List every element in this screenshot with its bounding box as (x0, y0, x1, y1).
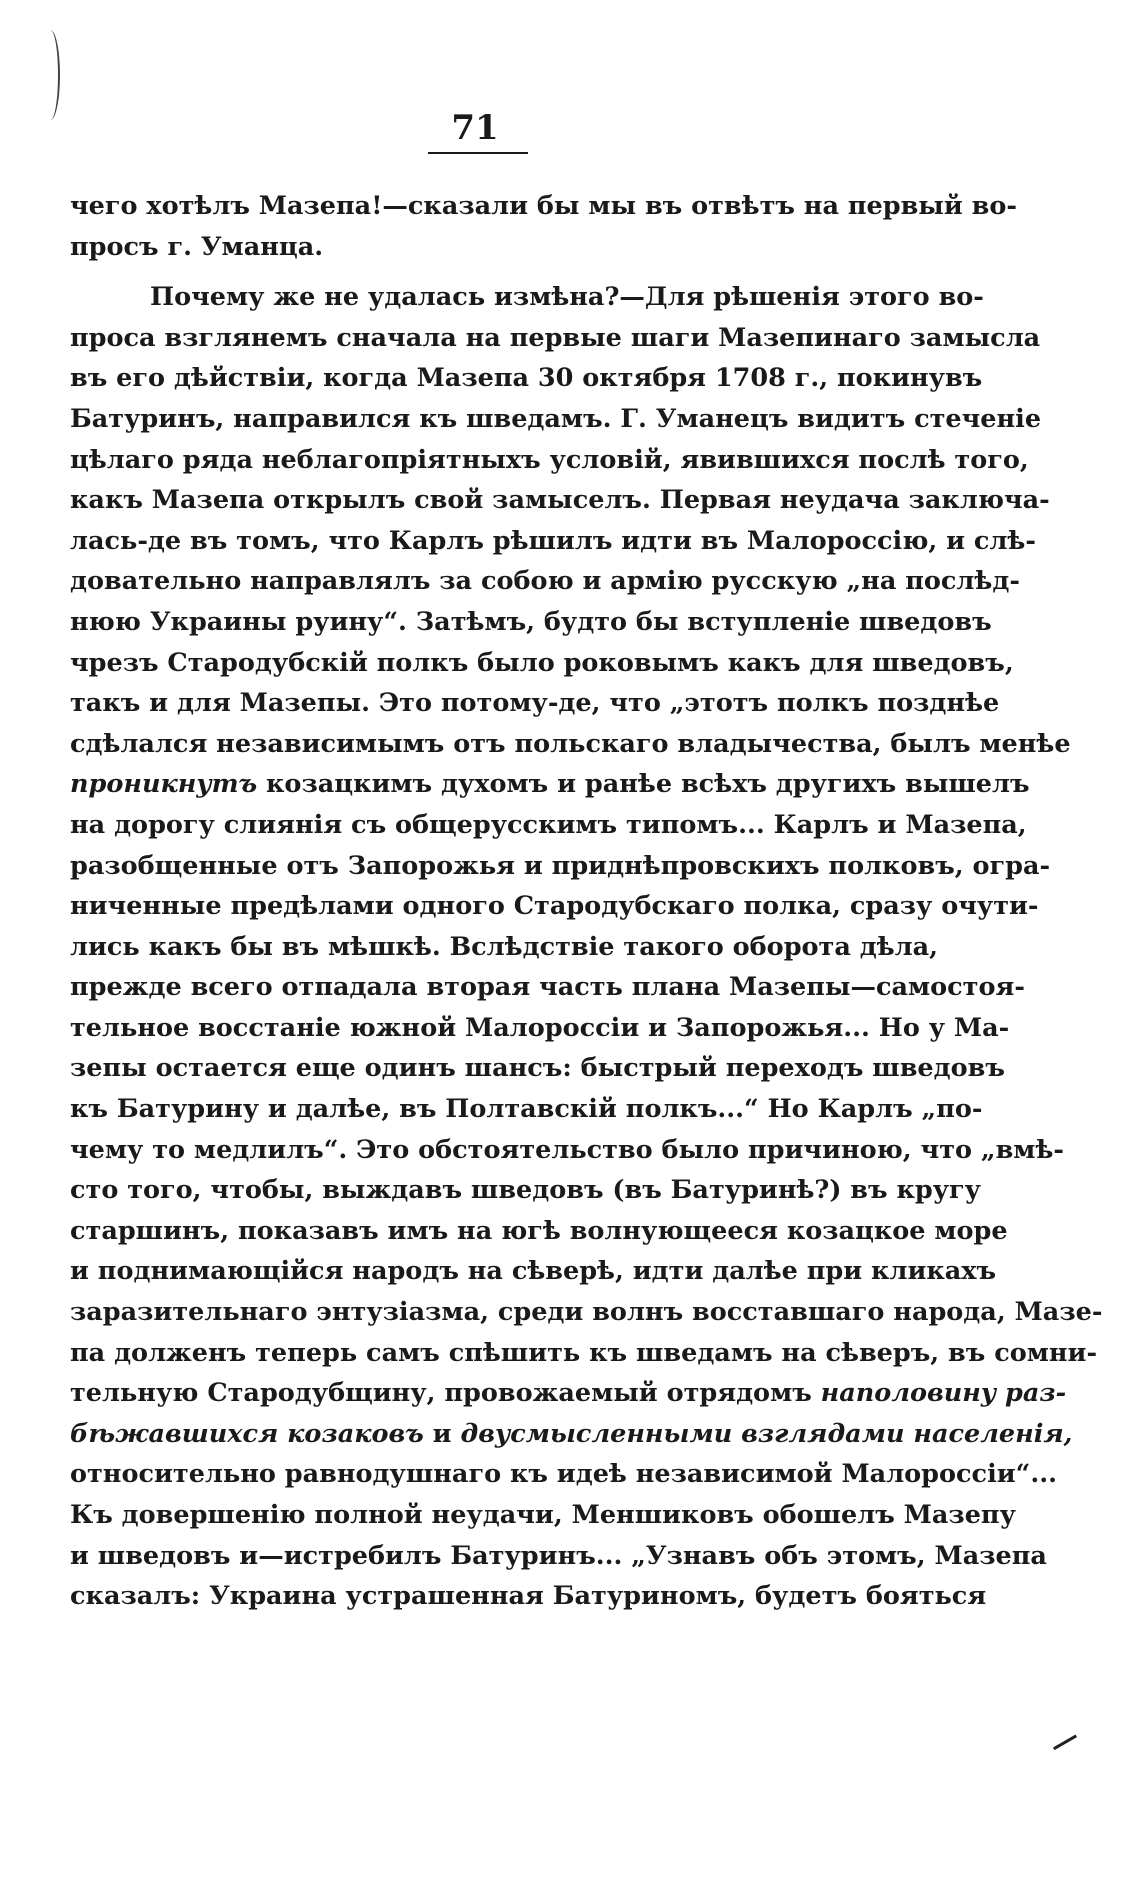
text-line: какъ Мазепа открылъ свой замыселъ. Первая неудача заключа- (70, 485, 1050, 516)
text-line: заразительнаго энтузіазма, среди волнъ восставшаго народа, Мазе- (70, 1297, 1103, 1328)
text-line: тельную Стародубщину, провожаемый отрядомъ наполовину раз- (70, 1378, 1067, 1409)
text-line: Батуринъ, направился къ шведамъ. Г. Уманецъ видитъ стеченіе (70, 403, 1042, 434)
text-line: на дорогу слиянія съ общерусскимъ типомъ... Карлъ и Мазепа, (70, 809, 1027, 840)
text-line: зепы остается еще одинъ шансъ: быстрый переходъ шведовъ (70, 1053, 1005, 1084)
text-line: бѣжавшихся козаковъ и двусмысленными взглядами населенія, (70, 1418, 1073, 1449)
text-line: и шведовъ и—истребилъ Батуринъ... „Узнавъ объ этомъ, Мазепа (70, 1540, 1047, 1571)
text-line: Почему же не удалась измѣна?—Для рѣшенія этого во- (150, 282, 984, 313)
text-line: ниченные предѣлами одного Стародубскаго полка, сразу очути- (70, 891, 1039, 922)
page-number: 71 (451, 108, 499, 148)
text-line: относительно равнодушнаго къ идеѣ независимой Малороссіи“... (70, 1459, 1057, 1490)
text-line: Къ довершенію полной неудачи, Меншиковъ обошелъ Мазепу (70, 1500, 1016, 1530)
text-line: къ Батурину и далѣе, въ Полтавскій полкъ...“ Но Карлъ „по- (70, 1094, 983, 1125)
corner-pen-mark (1053, 1735, 1083, 1761)
text-line: лись какъ бы въ мѣшкѣ. Вслѣдствіе такого оборота дѣла, (70, 931, 939, 962)
text-line: просъ г. Уманца. (70, 231, 324, 262)
text-line: чего хотѣлъ Мазепа!—сказали бы мы въ отвѣтъ на первый во- (70, 191, 1017, 221)
text-line: и поднимающійся народъ на сѣверѣ, идти далѣе при кликахъ (70, 1256, 997, 1287)
text-line: чему то медлилъ“. Это обстоятельство было причиною, что „вмѣ- (70, 1134, 1064, 1165)
text-line: сто того, чтобы, выждавъ шведовъ (въ Батуринѣ?) въ кругу (70, 1175, 981, 1206)
text-line: тельное восстаніе южной Малороссіи и Запорожья... Но у Ма- (70, 1012, 1010, 1043)
text-line: нюю Украины руину“. Затѣмъ, будто бы вступленіе шведовъ (70, 606, 992, 637)
text-line: старшинъ, показавъ имъ на югѣ волнующееся козацкое море (70, 1215, 1008, 1246)
italic-emphasis: наполовину раз- (820, 1378, 1067, 1409)
text-line: въ его дѣйствіи, когда Мазепа 30 октября 1708 г., покинувъ (70, 363, 983, 394)
text-line: разобщенные отъ Запорожья и приднѣпровскихъ полковъ, огра- (70, 850, 1051, 881)
italic-emphasis: бѣжавшихся козаковъ (70, 1418, 424, 1449)
body-text (70, 186, 1103, 1617)
text-line: довательно направлялъ за собою и армію русскую „на послѣд- (70, 566, 1020, 597)
italic-emphasis: двусмысленными взглядами населенія, (460, 1418, 1073, 1449)
text-line: сдѣлался независимымъ отъ польскаго владычества, былъ менѣе (70, 728, 1071, 759)
text-line: проса взглянемъ сначала на первые шаги Мазепинаго замысла (70, 322, 1041, 353)
page-number-rule (428, 152, 528, 154)
margin-bracket-mark (44, 30, 60, 120)
text-line: сказалъ: Украина устрашенная Батуриномъ, будетъ бояться (70, 1581, 987, 1612)
text-line: чрезъ Стародубскій полкъ было роковымъ какъ для шведовъ, (70, 647, 1014, 678)
italic-emphasis: проникнутъ (70, 769, 258, 800)
text-line: прежде всего отпадала вторая часть плана Мазепы—самостоя- (70, 972, 1025, 1003)
text-line: проникнутъ козацкимъ духомъ и ранѣе всѣхъ другихъ вышелъ (70, 769, 1030, 800)
text-line: лась-де въ томъ, что Карлъ рѣшилъ идти въ Малороссію, и слѣ- (70, 525, 1036, 556)
text-line: па долженъ теперь самъ спѣшить къ шведамъ на сѣверъ, въ сомни- (70, 1337, 1098, 1368)
text-line: цѣлаго ряда неблагопріятныхъ условій, явившихся послѣ того, (70, 444, 1029, 475)
text-line: такъ и для Мазепы. Это потому-де, что „этотъ полкъ позднѣе (70, 688, 1000, 719)
